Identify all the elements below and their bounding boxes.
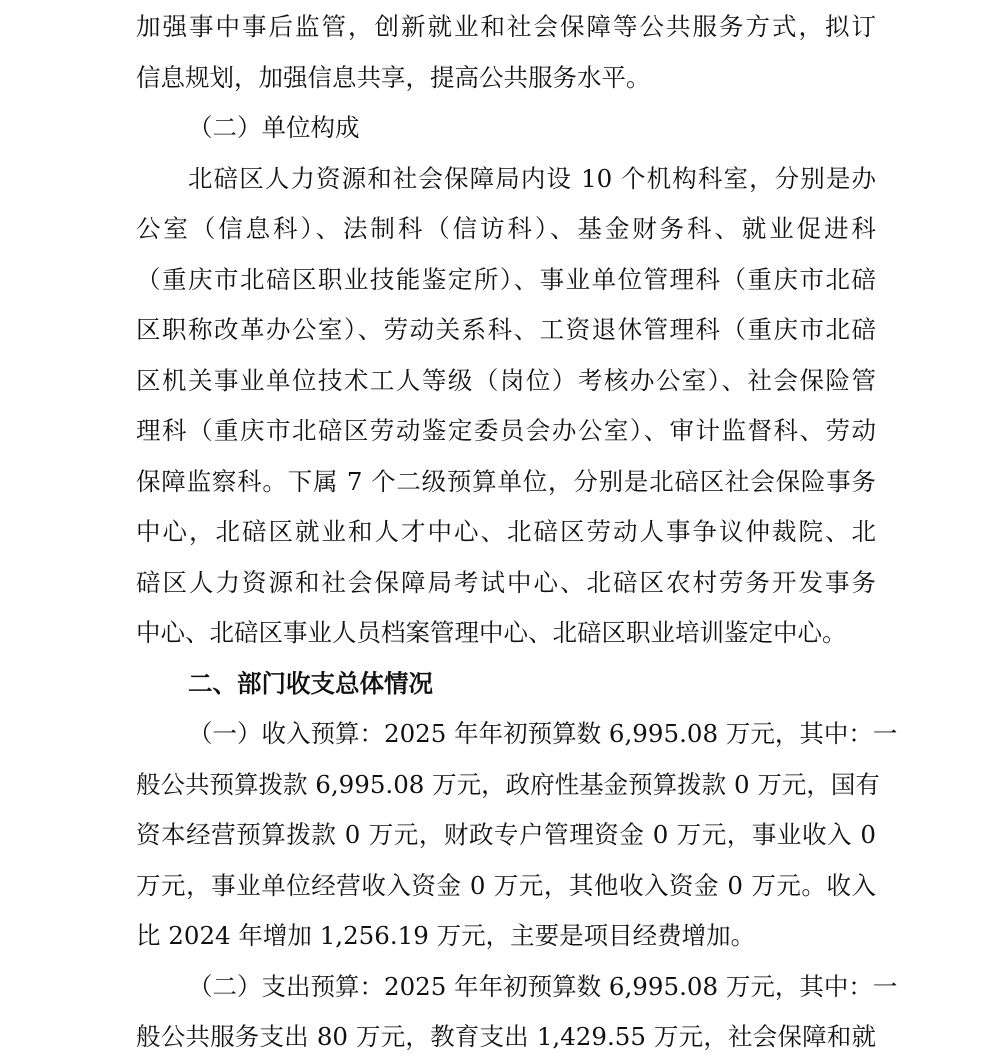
text-line: 万元，事业单位经营收入资金 0 万元，其他收入资金 0 万元。收入 (136, 871, 876, 900)
text-line: 中心、北碚区事业人员档案管理中心、北碚区职业培训鉴定中心。 (136, 618, 847, 647)
text-line: 保障监察科。下属 7 个二级预算单位，分别是北碚区社会保险事务 (136, 467, 876, 496)
text-line: 信息规划，加强信息共享，提高公共服务水平。 (136, 63, 651, 92)
text-line: 加强事中事后监管，创新就业和社会保障等公共服务方式，拟订 (136, 12, 876, 41)
section-heading: 二、部门收支总体情况 (188, 669, 433, 698)
text-line: （二）支出预算：2025 年年初预算数 6,995.08 万元，其中：一 (188, 972, 898, 1001)
text-line: 理科（重庆市北碚区劳动鉴定委员会办公室）、审计监督科、劳动 (136, 416, 876, 445)
text-line: 资本经营预算拨款 0 万元，财政专户管理资金 0 万元，事业收入 0 (136, 820, 876, 849)
text-line: 区机关事业单位技术工人等级（岗位）考核办公室）、社会保险管 (136, 366, 876, 395)
text-line: 区职称改革办公室）、劳动关系科、工资退休管理科（重庆市北碚 (136, 315, 876, 344)
text-line: 般公共服务支出 80 万元，教育支出 1,429.55 万元，社会保障和就 (136, 1022, 876, 1051)
document-page (136, 0, 898, 1059)
section-heading: （二）单位构成 (188, 113, 360, 142)
text-line: 比 2024 年增加 1,256.19 万元，主要是项目经费增加。 (136, 921, 756, 950)
text-line: 公室（信息科）、法制科（信访科）、基金财务科、就业促进科 (136, 214, 876, 243)
text-line: 中心，北碚区就业和人才中心、北碚区劳动人事争议仲裁院、北 (136, 517, 876, 546)
text-line: （重庆市北碚区职业技能鉴定所）、事业单位管理科（重庆市北碚 (136, 265, 876, 294)
text-line: 北碚区人力资源和社会保障局内设 10 个机构科室，分别是办 (188, 164, 876, 193)
text-line: 般公共预算拨款 6,995.08 万元，政府性基金预算拨款 0 万元，国有 (136, 770, 880, 799)
text-line: 碚区人力资源和社会保障局考试中心、北碚区农村劳务开发事务 (136, 568, 876, 597)
text-line: （一）收入预算：2025 年年初预算数 6,995.08 万元，其中：一 (188, 719, 898, 748)
